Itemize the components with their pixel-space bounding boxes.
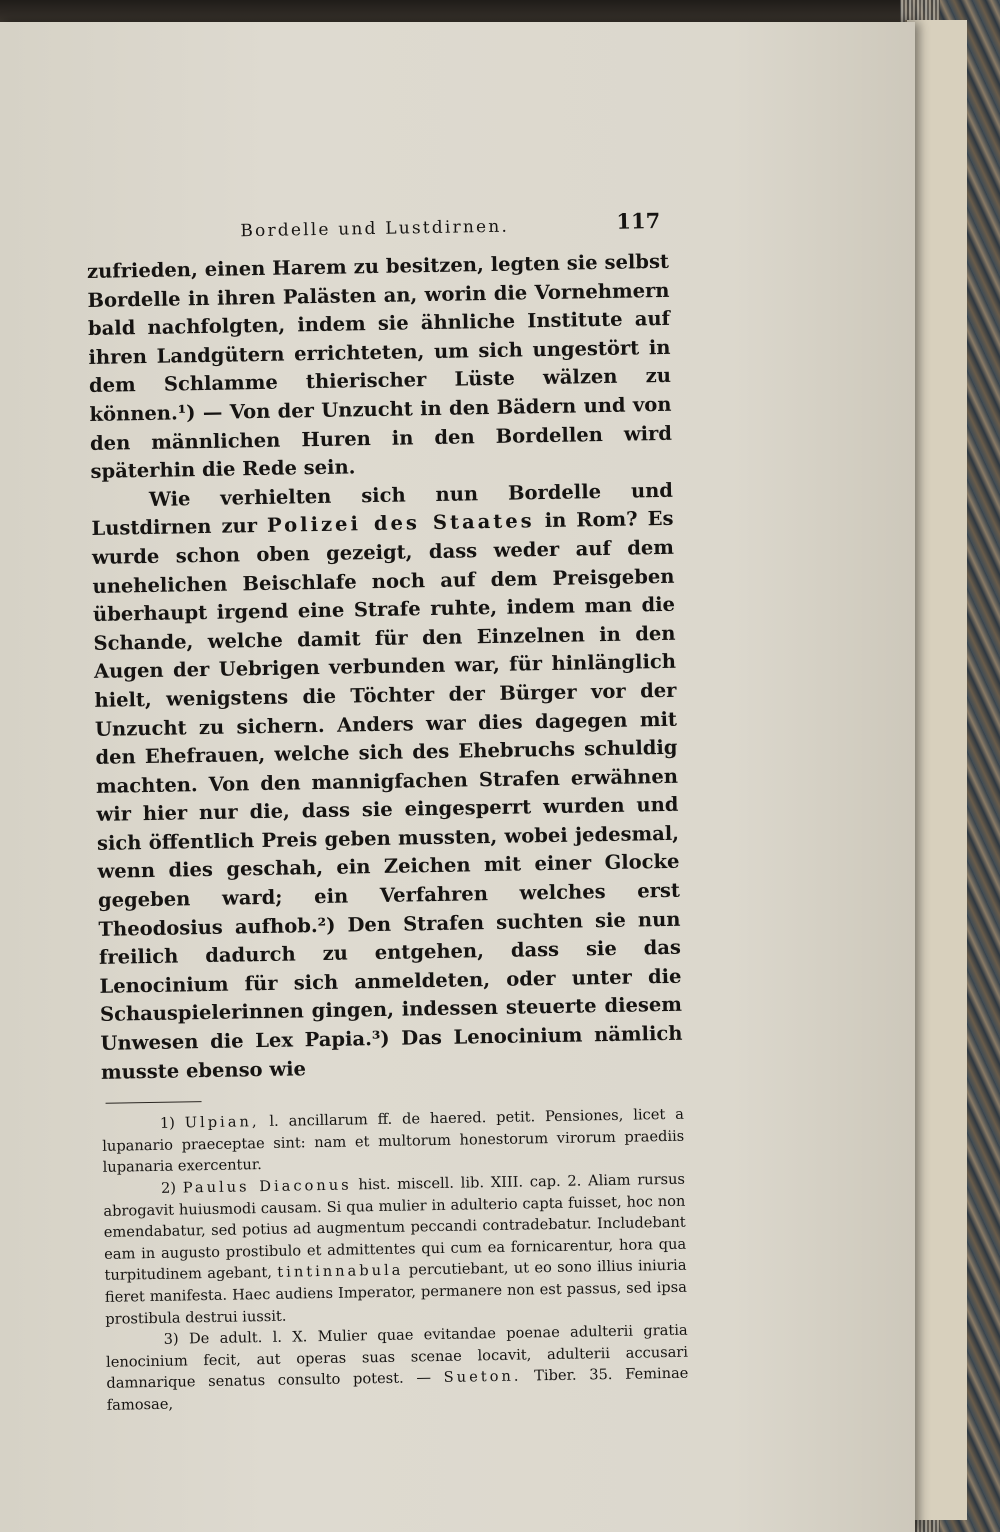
footnote-2-number: 2) bbox=[160, 1179, 177, 1197]
footnote-3-number: 3) bbox=[163, 1330, 179, 1348]
paragraph-2-rest: in Rom? Es wurde schon oben gezeigt, dass weder auf dem unehelichen Beischlafe noch auf dem Preisgeben überhaupt irgend eine Strafe ruhte, indem man die Schande, welche damit für den Einzelnen in den Augen der Uebrigen verbunden war, für hinlänglich hielt, wenigstens die Töchter der Bürger vor der Unzucht zu sichern. Anders war dies dagegen mit den Ehefrauen, welche sich des Ehebruchs schuldig machten. Von den mannigfachen Strafen erwähnen wir hier nur die, dass sie eingesperrt wurden und sich öffentlich Preis geben mussten, wobei jedesmal, wenn dies geschah, ein Zeichen mit einer Glocke gegeben ward; ein Verfahren welches erst Theodosius aufhob.²) Den Strafen suchten sie nun freilich dadurch zu entgehen, dass sie das Lenocinium für sich anmeldeten, oder unter die Schauspielerinnen gingen, indessen steuerte diesem Unwesen die Lex Papia.³) Das Lenocinium nämlich musste ebenso wie bbox=[91, 507, 683, 1084]
footnote-1-number: 1) bbox=[159, 1114, 176, 1133]
paragraph-2-start: Wie verhielten sich nun Bordelle und Lustdirnen zur bbox=[91, 478, 674, 541]
page-content bbox=[86, 202, 689, 1417]
footnote-1 bbox=[102, 1104, 685, 1179]
footnote-1-author: Ulpian, bbox=[184, 1113, 260, 1132]
paragraph-1: zufrieden, einen Harem zu besitzen, legten sie selbst Bordelle in ihren Palästen an, worin die Vornehmern bald nachfolgten, indem sie ähnliche Institute auf ihren Landgütern errichteten, um sich ungestört in dem Schlamme thierischer Lüste wälzen zu können.¹) — Von der Unzucht in den Bädern und von den männlichen Huren in den Bordellen wird späterhin die Rede sein. bbox=[86, 249, 673, 484]
footnote-divider bbox=[106, 1101, 202, 1104]
paragraph-2 bbox=[91, 477, 683, 1088]
footnote-3 bbox=[106, 1320, 689, 1417]
footnote-3-text-b: Tiber. 35. Feminae famosae, bbox=[106, 1365, 689, 1414]
footnote-2-author: Paulus Diaconus bbox=[182, 1176, 352, 1197]
footnote-2 bbox=[103, 1169, 688, 1330]
page-sheet bbox=[0, 22, 915, 1532]
footnote-2-text-a: hist. miscell. lib. XIII. cap. 2. Aliam rursus abrogavit huiusmodi causam. Si qua mulier in adulterio capta fuisset, hoc non emendabatur, sed potius ad augmentum peccandi contradebatur. Includebant eam in augusto prostibulo et admittentes qui cum ea fornicarentur, hora qua turpitudinem agebant, bbox=[103, 1170, 687, 1285]
main-text bbox=[87, 248, 683, 1087]
footnote-2-spaced-word: tintinnabula bbox=[277, 1261, 404, 1282]
page-number: 117 bbox=[616, 207, 661, 234]
footnotes bbox=[102, 1104, 689, 1416]
footnote-3-author: Sueton. bbox=[443, 1367, 522, 1387]
running-head: Bordelle und Lustdirnen. bbox=[240, 216, 510, 242]
spaced-phrase: Polizei des Staates bbox=[266, 509, 535, 538]
footnote-1-text: l. ancillarum ff. de haered. petit. Pensiones, licet a lupanario praeceptae sint: nam et multorum honestorum virorum praediis lupanaria exercentur. bbox=[102, 1105, 685, 1177]
footnote-2-text-b: percutiebant, ut eo sono illius iniuria fieret manifesta. Haec audiens Imperator, permanere non est passus, sed ipsa prostibula destrui iussit. bbox=[104, 1257, 688, 1328]
footnote-3-text-a: De adult. l. X. Mulier quae evitandae poenae adulterii gratia lenocinium fecit, aut operas suas scenae locavit, adulterii accusari damnarique senatus consulto potest. — bbox=[105, 1321, 689, 1393]
